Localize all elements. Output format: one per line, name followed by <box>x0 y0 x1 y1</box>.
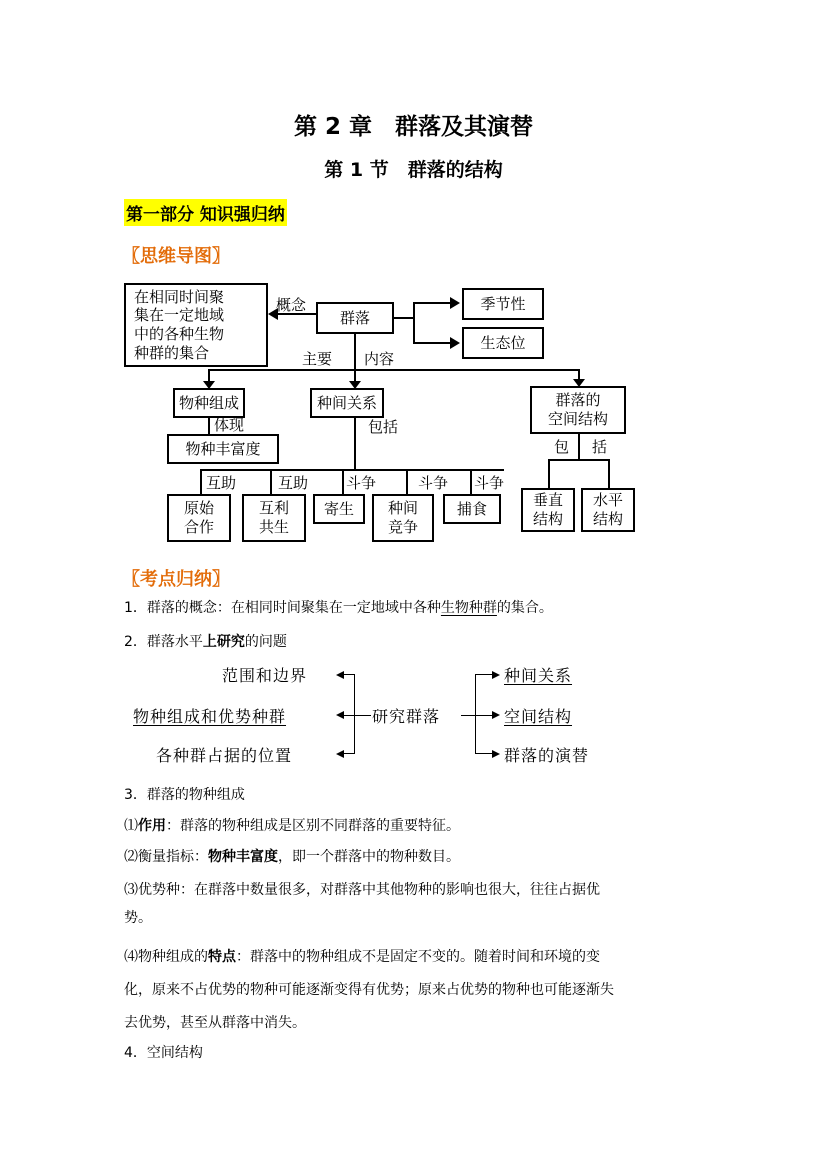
content-label: 内容 <box>364 350 395 368</box>
item-3-3: ⑶优势种：在群落中数量很多，对群落中其他物种的影响也很大，往往占据优 势。 <box>124 882 600 926</box>
section-title: 第 1 节 群落的结构 <box>324 159 503 181</box>
part-title: 第一部分 知识强归纳 <box>124 199 287 226</box>
item-3-1: ⑴作用：群落的物种组成是区别不同群落的重要特征。 <box>124 818 460 834</box>
horizontal-structure-box: 水平 结构 <box>581 488 635 532</box>
item-3-2: ⑵衡量指标：物种丰富度，即一个群落中的物种数目。 <box>124 849 460 865</box>
concept-line-2: 集在一定地域 <box>134 306 225 325</box>
mind-map <box>0 0 827 560</box>
right-label-1: 种间关系 <box>504 666 573 685</box>
center-label: 研究群落 <box>372 707 441 726</box>
seasonal-box: 季节性 <box>462 288 544 320</box>
concept-line-3: 中的各种生物 <box>134 325 225 343</box>
left-label-1: 范围和边界 <box>222 666 308 685</box>
item-3-4: ⑷物种组成的特点：群落中的物种组成不是固定不变的。随着时间和环境的变 化，原来不占优势的物种可能逐渐变得有优势；原来占优势的物种也可能逐渐失 去优势，甚至从群落中消失。 <box>124 949 614 1031</box>
embodies-label: 体现 <box>214 416 245 434</box>
predation-box: 捕食 <box>443 494 501 524</box>
right-label-2: 空间结构 <box>504 707 573 726</box>
competition-box: 种间 竞争 <box>372 494 434 542</box>
concept-line-4: 种群的集合 <box>134 343 210 362</box>
concept-label: 概念 <box>276 296 307 314</box>
arrow-head-right <box>450 297 460 309</box>
concept-line-1: 在相同时间聚 <box>134 287 225 306</box>
struggle-label-3: 斗争 <box>474 474 505 492</box>
struggle-label-2: 斗争 <box>418 474 449 492</box>
left-label-2: 物种组成和优势种群 <box>133 707 287 726</box>
item-4: 4．空间结构 <box>124 1045 203 1061</box>
interspecies-box: 种间关系 <box>310 388 384 418</box>
item-2: 2．群落水平上研究的问题 <box>124 634 287 650</box>
item-1: 1．群落的概念：在相同时间聚集在一定地域中各种生物种群的集合。 <box>124 600 553 616</box>
spatial-structure-box: 群落的 空间结构 <box>530 386 626 434</box>
struggle-label-1: 斗争 <box>346 474 377 492</box>
main-label: 主要 <box>302 350 333 368</box>
species-composition-box: 物种组成 <box>173 388 245 418</box>
underlined-term: 生物种群 <box>440 600 497 616</box>
kaodian-heading: 〖考点归纳〗 <box>122 569 230 590</box>
item-3: 3．群落的物种组成 <box>124 787 245 803</box>
includes-label-a: 包 <box>554 438 570 456</box>
parasitism-box: 寄生 <box>313 494 365 524</box>
chapter-title: 第 2 章 群落及其演替 <box>293 114 534 140</box>
includes-label-b: 括 <box>592 438 608 456</box>
mutual-label-1: 互助 <box>206 474 237 492</box>
left-label-3: 各种群占据的位置 <box>156 746 293 765</box>
niche-box: 生态位 <box>462 327 544 359</box>
concept-box <box>124 283 268 367</box>
mindmap-heading: 〖思维导图〗 <box>122 246 230 267</box>
arrow-head-right <box>450 337 460 349</box>
right-label-3: 群落的演替 <box>504 746 590 765</box>
mutualism-box: 互利 共生 <box>242 494 306 542</box>
proto-coop-box: 原始 合作 <box>167 494 231 542</box>
species-richness-box: 物种丰富度 <box>167 434 279 464</box>
includes-label: 包括 <box>368 418 399 436</box>
center-box: 群落 <box>316 302 394 334</box>
vertical-structure-box: 垂直 结构 <box>521 488 575 532</box>
mutual-label-2: 互助 <box>278 474 309 492</box>
